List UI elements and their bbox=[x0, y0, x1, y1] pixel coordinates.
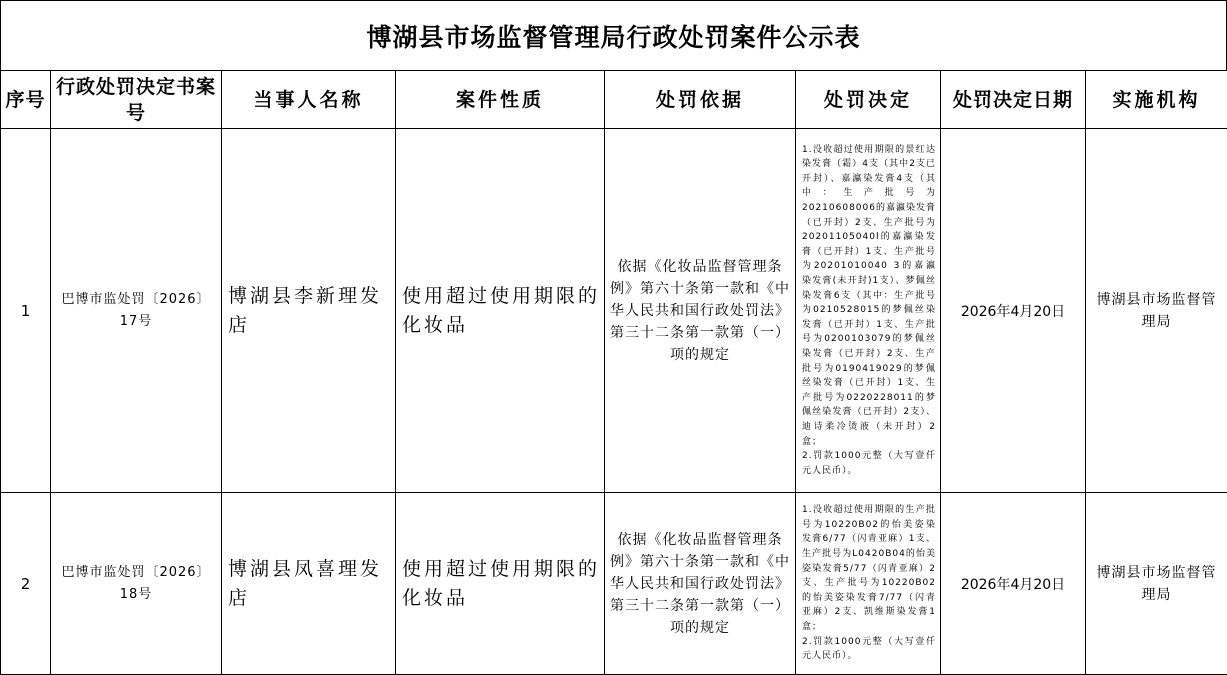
title-row bbox=[0, 0, 1227, 70]
decision-item: 1.没收超过使用期限的景红达染发膏（霜）4支（其中2支已开封）、嘉瀛染发膏4支（其中：生产批号为20210608006的嘉瀛染发膏（已开封）2支、生产批号为20201105040l的嘉瀛染发膏（已开封）1支、生产批号为20201010040 3的嘉瀛染发膏(未开封)1支）、梦佩丝染发膏6支（其中：生产批号为0210528015的梦佩丝染发膏（已开封）1支、生产批号为0200103079的梦佩丝染发膏（已开封）2支、生产批号为0190419029的梦佩丝染发膏（已开封）1支、生产批号为0220228011的梦佩丝染发膏（已开封）2支）、迪诗柔冷烫液（未开封）2盒； bbox=[802, 144, 936, 447]
row-basis: 依据《化妆品监督管理条例》第六十条第一款和《中华人民共和国行政处罚法》第三十二条第一款第（一）项的规定 bbox=[605, 493, 796, 675]
row-case-no: 巴博市监处罚〔2026〕18号 bbox=[51, 493, 222, 675]
row-party: 博湖县李新理发店 bbox=[222, 129, 396, 493]
row-org: 博湖县市场监督管理局 bbox=[1086, 129, 1227, 493]
row-seq: 2 bbox=[1, 493, 51, 675]
header-nature: 案件性质 bbox=[396, 71, 605, 129]
row-nature: 使用超过使用期限的化妆品 bbox=[396, 493, 605, 675]
row-decision bbox=[796, 129, 941, 493]
row-date: 2026年4月20日 bbox=[941, 129, 1086, 493]
table-row bbox=[1, 493, 1227, 675]
header-basis: 处罚依据 bbox=[605, 71, 796, 129]
row-nature: 使用超过使用期限的化妆品 bbox=[396, 129, 605, 493]
row-decision bbox=[796, 493, 941, 675]
header-org: 实施机构 bbox=[1086, 71, 1227, 129]
header-row bbox=[1, 71, 1227, 129]
header-decision: 处罚决定 bbox=[796, 71, 941, 129]
row-basis: 依据《化妆品监督管理条例》第六十条第一款和《中华人民共和国行政处罚法》第三十二条第一款第（一）项的规定 bbox=[605, 129, 796, 493]
decision-item: 1.没收超过使用期限的生产批号为10220B02的怡美姿染发膏6/77（闪青亚麻）1支、生产批号为L0420B04的怡美姿染发膏5/77（闪青亚麻）2支、生产批号为10220B02的怡美姿染发膏7/77（闪青亚麻）2支、凯维斯染发膏1盒； bbox=[802, 505, 936, 632]
row-seq: 1 bbox=[1, 129, 51, 493]
penalty-table bbox=[0, 70, 1227, 675]
row-case-no: 巴博市监处罚〔2026〕17号 bbox=[51, 129, 222, 493]
row-party: 博湖县凤喜理发店 bbox=[222, 493, 396, 675]
decision-item: 2.罚款1000元整（大写壹仟元人民币）。 bbox=[802, 636, 936, 662]
header-party: 当事人名称 bbox=[222, 71, 396, 129]
table-row bbox=[1, 129, 1227, 493]
row-date: 2026年4月20日 bbox=[941, 493, 1086, 675]
header-date: 处罚决定日期 bbox=[941, 71, 1086, 129]
decision-item: 2.罚款1000元整（大写壹仟元人民币）。 bbox=[802, 451, 936, 476]
header-seq: 序号 bbox=[1, 71, 51, 129]
page-title: 博湖县市场监督管理局行政处罚案件公示表 bbox=[366, 22, 861, 52]
row-org: 博湖县市场监督管理局 bbox=[1086, 493, 1227, 675]
header-case-no: 行政处罚决定书案号 bbox=[51, 71, 222, 129]
